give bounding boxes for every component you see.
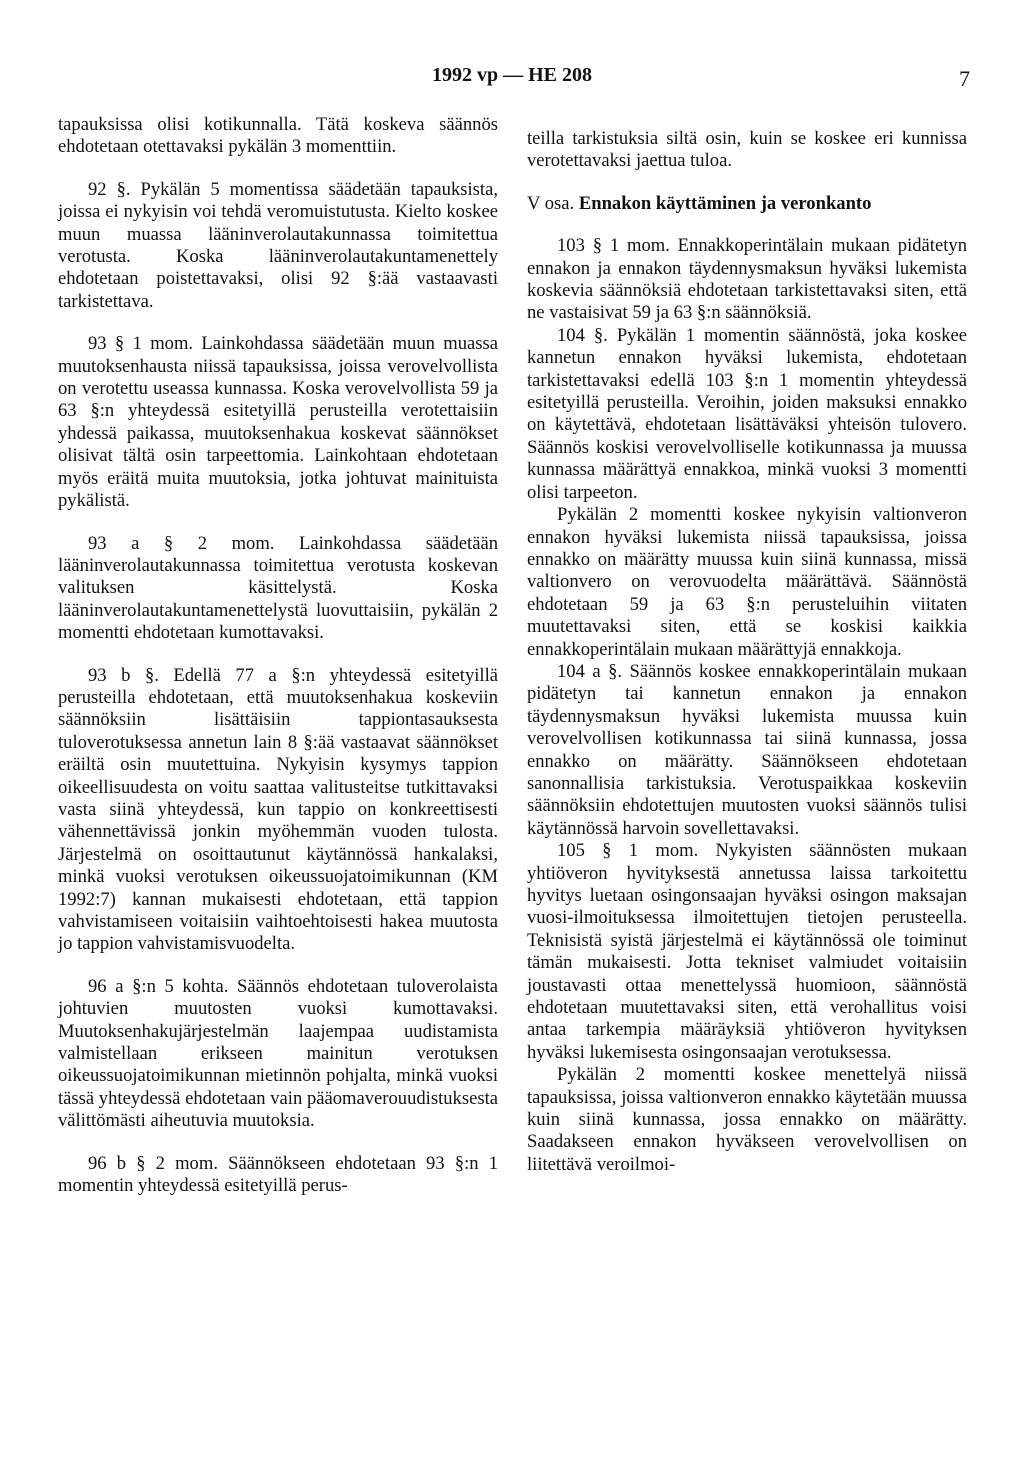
paragraph: teilla tarkistuksia siltä osin, kuin se koskee eri kunnissa verotettavaksi jaettua tuloa. bbox=[527, 128, 967, 172]
paragraph: 105 § 1 mom. Nykyisten säännösten mukaan yhtiöveron hyvityksestä annetussa laissa tarkoitettu hyvitys luetaan osingonsaajan hyväksi osingon maksajan vuosi-ilmoituksessa ilmoitettujen tietojen perusteella. Teknisistä syistä järjestelmä ei käytännössä ole toiminut tämän mukaisesti. Jotta tekniset valmiudet voitaisiin joustavasti ottaa menettelyssä huomioon, säännöstä ehdotetaan muutettavaksi siten, että verohallitus voisi antaa tarkempia määräyksiä yhtiöveron hyvityksen hyväksi lukemisesta osingonsaajan verotuksessa. bbox=[527, 840, 967, 1063]
section-heading-title: Ennakon käyttäminen ja veronkanto bbox=[578, 192, 872, 214]
right-column bbox=[527, 128, 967, 1176]
paragraph: Pykälän 2 momentti koskee menettelyä niissä tapauksissa, joissa valtionveron ennakko käytetään muussa kuin siinä kunnassa, jossa ennakko on määrätty. Saadakseen ennakon hyväkseen verovelvollisen on liitettävä veroilmoi- bbox=[527, 1064, 967, 1175]
section-heading bbox=[527, 193, 967, 215]
paragraph: 93 a § 2 mom. Lainkohdassa säädetään lääninverolautakunnassa toimitettua verotusta koskevan valituksen käsittelystä. Koska lääninverolautakuntamenettelystä luovuttaisiin, pykälän 2 momentti ehdotetaan kumottavaksi. bbox=[58, 532, 498, 644]
document-title: 1992 vp — HE 208 bbox=[431, 64, 593, 86]
section-heading-prefix: V osa. bbox=[527, 192, 575, 214]
paragraph: 93 b §. Edellä 77 a §:n yhteydessä esitetyillä perusteilla ehdotetaan, että muutoksenhakua koskeviin säännöksiin lisättäisiin tappiontasauksesta tuloverotuksessa annetun lain 8 §:ää vastaavat säännökset eräiltä osin muutettuina. Nykyisin kysymys tappion oikeellisuudesta on voitu saattaa valitusteitse tutkittavaksi vasta siinä yhteydessä, kun tappio on konkreettisesti vähennettävissä jonkin myöhemmän vuoden tulosta. Järjestelmä on osoittautunut käytännössä hankalaksi, minkä vuoksi verotuksen oikeussuojatoimikunnan (KM 1992:7) kannan mukaisesti ehdotetaan, että tappion vahvistamiseen voitaisiin vaihtoehtoisesti hakea muutosta jo tappion vahvistamisvuodelta. bbox=[58, 664, 498, 955]
paragraph: 92 §. Pykälän 5 momentissa säädetään tapauksista, joissa ei nykyisin voi tehdä veromuistutusta. Kielto koskee muun muassa lääninverolautakunnassa toimitettua verotusta. Koska lääninverolautakuntamenettely ehdotetaan poistettavaksi, olisi 92 §:ää vastaavasti tarkistettava. bbox=[58, 178, 498, 312]
paragraph: 96 a §:n 5 kohta. Säännös ehdotetaan tuloverolaista johtuvien muutosten vuoksi kumottavaksi. Muutoksenhakujärjestelmän laajempaa uudistamista valmistellaan erikseen mainitun verotuksen oikeussuojatoimikunnan mietinnön pohjalta, minkä vuoksi tässä yhteydessä ehdotetaan vain pääomaverouudistuksesta välittömästi aiheutuvia muutoksia. bbox=[58, 975, 498, 1132]
paragraph: 93 § 1 mom. Lainkohdassa säädetään muun muassa muutoksenhausta niissä tapauksissa, joissa verovelvollista on verotettu useassa kunnassa. Koska verovelvollista 59 ja 63 §:n yhteydessä esitetyillä perusteilla verotettaisiin yhdessä paikassa, muutoksenhakua koskevat säännökset olisivat tältä osin tarpeettomia. Lainkohtaan ehdotetaan myös eräitä muita muutoksia, jotka johtuvat mainituista pykälistä. bbox=[58, 333, 498, 512]
paragraph: 104 a §. Säännös koskee ennakkoperintälain mukaan pidätetyn tai kannetun ennakon ja ennakon täydennysmaksun hyväksi lukemista muussa kuin verovelvollisen kotikunnassa tai siinä kunnassa, jossa ennakko on määrätty. Säännökseen ehdotetaan sanonnallisia tarkistuksia. Verotuspaikkaa koskeviin säännöksiin ehdotettujen muutosten vuoksi säännös tulisi käytännössä harvoin sovellettavaksi. bbox=[527, 660, 967, 839]
paragraph: 103 § 1 mom. Ennakkoperintälain mukaan pidätetyn ennakon ja ennakon täydennysmaksun hyväksi lukemista koskevia säännöksiä ehdotetaan tarkistettavaksi siten, että ne vastaisivat 59 ja 63 §:n säännöksiä. bbox=[527, 235, 967, 324]
paragraph: 104 §. Pykälän 1 momentin säännöstä, joka koskee kannetun ennakon hyväksi lukemista, ehdotetaan tarkistettavaksi edellä 103 §:n 1 momentin yhteydessä esitetyillä perusteilla. Veroihin, joiden maksuksi ennakko on käytettävä, ehdotetaan lisättäväksi yhteisön tulovero. Säännös koskisi verovelvolliselle kotikunnassa ja muussa kunnassa määrättyä ennakkoa, minkä vuoksi 3 momentti olisi tarpeeton. bbox=[527, 324, 967, 503]
paragraph: 96 b § 2 mom. Säännökseen ehdotetaan 93 §:n 1 momentin yhteydessä esitetyillä perus- bbox=[58, 1152, 498, 1197]
left-column bbox=[58, 114, 498, 1197]
page-number: 7 bbox=[959, 66, 970, 91]
paragraph: Pykälän 2 momentti koskee nykyisin valtionveron ennakon hyväksi lukemista niissä tapauksissa, joissa ennakko on määrätty muussa kuin siinä kunnassa, missä valtionvero on verovuodelta määrättävä. Säännöstä ehdotetaan 59 ja 63 §:n perusteluihin viitaten muutettavaksi siten, että se koskisi kaikkia ennakkoperintälain mukaan määrättyjä ennakkoja. bbox=[527, 504, 967, 660]
paragraph: tapauksissa olisi kotikunnalla. Tätä koskeva säännös ehdotetaan otettavaksi pykälän 3 momenttiin. bbox=[58, 114, 498, 158]
page-header bbox=[0, 64, 1024, 94]
